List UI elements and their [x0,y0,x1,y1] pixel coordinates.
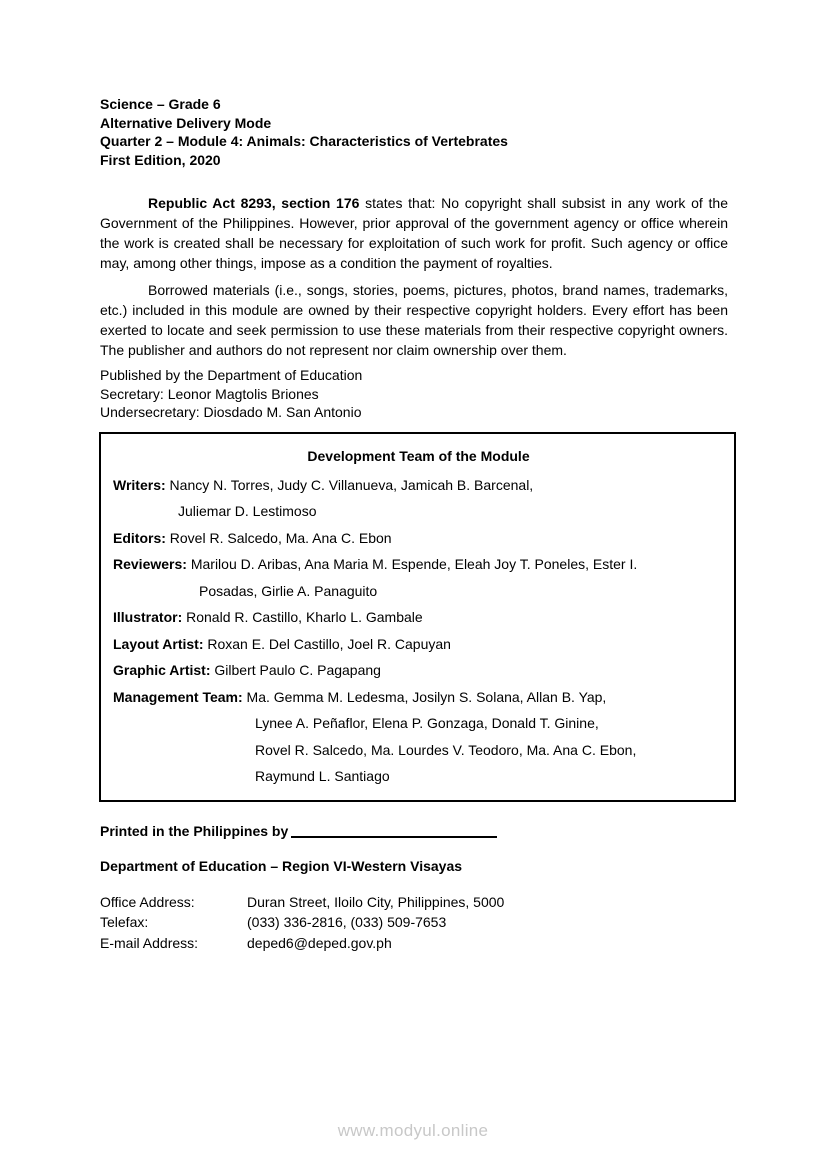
region-line: Department of Education – Region VI-Western Visayas [100,857,463,874]
team-row-continuation-line: Lynee A. Peñaflor, Elena P. Gonzaga, Donald T. Ginine, [255,715,599,731]
header-line: Quarter 2 – Module 4: Animals: Characteristics of Vertebrates [100,133,508,149]
contact-value: Duran Street, Iloilo City, Philippines, 5000 [247,893,505,910]
team-row-first-line: Reviewers: Marilou D. Aribas, Ana Maria M. Espende, Eleah Joy T. Poneles, Ester I. [113,556,638,572]
printed-in-philippines-label: Printed in the Philippines by [100,822,289,839]
contact-value: (033) 336-2816, (033) 509-7653 [247,914,447,930]
publisher-line: Secretary: Leonor Magtolis Briones [100,385,319,402]
team-row-label: Layout Artist: [113,635,204,652]
contact-label: E-mail Address: [100,934,199,951]
development-team-box [99,432,736,802]
header-line: First Edition, 2020 [100,151,221,168]
contact-row [100,912,728,933]
team-row-first-line: Graphic Artist: Gilbert Paulo C. Pagapang [113,662,381,678]
team-row-first-line: Management Team: Ma. Gemma M. Ledesma, Josilyn S. Solana, Allan B. Yap, [113,688,607,705]
republic-act-body: states that: No copyright shall subsist in any work of the Government of the Philippines. However, prior approval of the government agency or office wherein the work is created shall be necessary for exploitation of such work for profit. Such agency or office may, among other things, impose as a condition the payment of royalties. [100,195,728,271]
development-team-rows [113,472,724,790]
team-row-first-line: Editors: Rovel R. Salcedo, Ma. Ana C. Ebon [113,529,392,546]
team-row [113,472,724,525]
watermark: www.modyul.online [337,1121,489,1140]
team-row [113,604,724,631]
team-row-label: Graphic Artist: [113,662,211,678]
contact-row [100,933,728,954]
contact-row [100,892,728,913]
team-row-continuation-line: Juliemar D. Lestimoso [178,503,317,519]
page-content [100,95,728,953]
team-row-label: Illustrator: [113,609,183,625]
team-row-first-line: Writers: Nancy N. Torres, Judy C. Villanueva, Jamicah B. Barcenal, [113,476,534,493]
team-row-continuation-line: Raymund L. Santiago [255,768,390,784]
publisher-line: Undersecretary: Diosdado M. San Antonio [100,404,362,420]
team-row-continuation-line: Rovel R. Salcedo, Ma. Lourdes V. Teodoro, Ma. Ana C. Ebon, [255,741,637,758]
team-row-first-line: Illustrator: Ronald R. Castillo, Kharlo L. Gambale [113,609,423,625]
copyright-paragraph-2: Borrowed materials (i.e., songs, stories, poems, pictures, photos, brand names, trademarks, etc.) included in this module are owned by their respective copyright holders. Every effort has been exerted to locate and seek permission to use these materials from their respective copyright owners. The publisher and authors do not represent nor claim ownership over them. [100,282,728,358]
publisher-block [100,366,728,422]
publisher-line: Published by the Department of Education [100,367,363,383]
development-team-title: Development Team of the Module [307,447,530,464]
contact-label: Telefax: [100,914,149,930]
module-header [100,95,728,169]
team-row [113,657,724,684]
header-line: Alternative Delivery Mode [100,114,272,131]
team-row-label: Management Team: [113,688,243,705]
team-row [113,525,724,552]
team-row-label: Writers: [113,476,166,493]
header-line: Science – Grade 6 [100,96,221,112]
republic-act-lead: Republic Act 8293, section 176 [148,195,360,211]
copyright-paragraph-1 [100,193,728,273]
contact-value: deped6@deped.gov.ph [247,934,392,951]
team-row-label: Reviewers: [113,556,187,572]
printed-in-philippines-line [100,822,728,840]
team-row [113,684,724,790]
team-row-first-line: Layout Artist: Roxan E. Del Castillo, Joel R. Capuyan [113,635,451,652]
team-row-continuation-line: Posadas, Girlie A. Panaguito [199,582,378,599]
contact-block [100,892,728,954]
team-row-label: Editors: [113,529,166,546]
team-row [113,551,724,604]
printer-blank-rule [291,826,497,838]
contact-label: Office Address: [100,893,195,910]
team-row [113,631,724,658]
